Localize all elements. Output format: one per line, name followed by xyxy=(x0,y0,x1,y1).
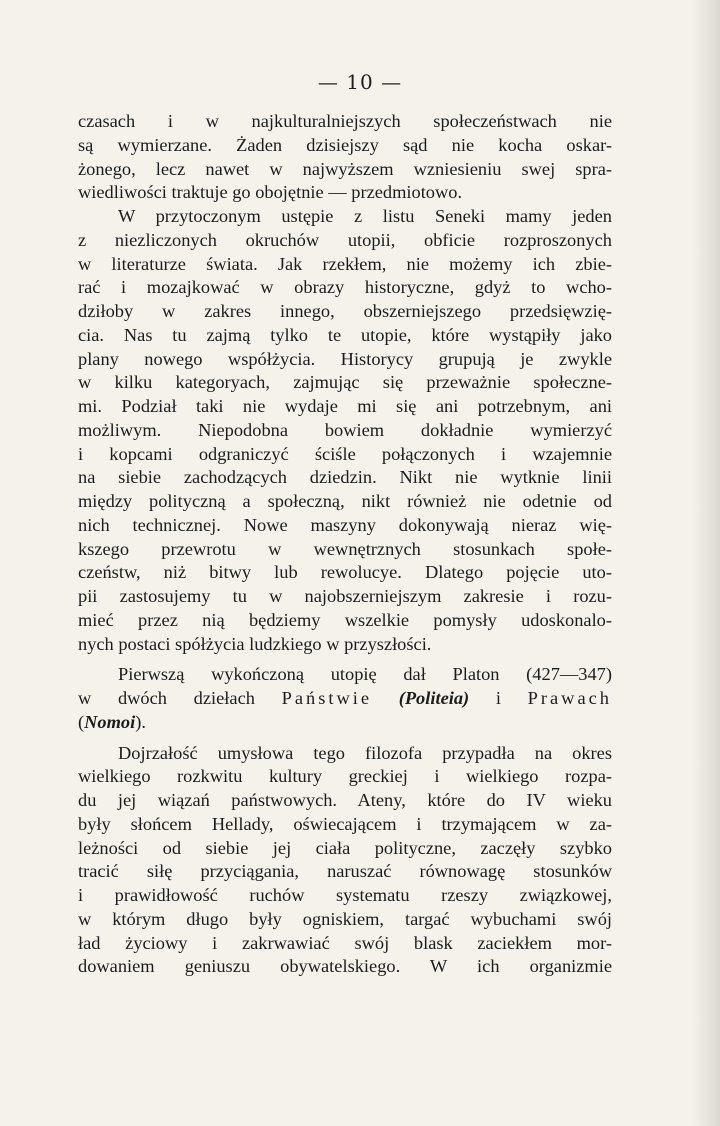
text-line: możliwym. Niepodobna bowiem dokładnie wymierzyć xyxy=(78,419,612,440)
text-line-with-titles xyxy=(78,687,612,711)
paragraph-1 xyxy=(78,110,612,205)
text-line: W przytoczonym ustępie z listu Seneki mamy jeden xyxy=(118,206,612,226)
text-line: mieć przez nią będziemy wszelkie pomysły udoskonalo- xyxy=(78,609,612,630)
body-text xyxy=(78,110,612,979)
text-fragment: ). xyxy=(135,711,146,732)
text-line: pii zastosujemy tu w najobszerniejszym zakresie i rozu- xyxy=(78,586,612,606)
text-line: i prawidłowość ruchów systematu rzeszy związkowej, xyxy=(78,885,612,905)
text-line: Dojrzałość umysłowa tego filozofa przypadła na okres xyxy=(118,742,612,763)
paragraph-2 xyxy=(78,205,612,656)
text-line: w kilku kategoryach, zajmując się przeważnie społeczne- xyxy=(78,372,612,393)
text-line: nych postaci spółżycia ludzkiego w przyszłości. xyxy=(78,633,432,654)
page-number: — 10 — xyxy=(317,70,403,94)
text-fragment: i xyxy=(469,688,528,708)
text-line: wielkiego rozkwitu kultury greckiej i wielkiego rozpa- xyxy=(78,766,612,787)
text-line: między polityczną a społeczną, nikt również nie odetnie od xyxy=(78,491,612,511)
text-line: są wymierzane. Żaden dzisiejszy sąd nie kocha oskar- xyxy=(78,134,612,155)
text-line: plany nowego współżycia. Historycy grupują je zwykle xyxy=(78,348,612,369)
text-line: czeństw, niż bitwy lub rewolucye. Dlatego pojęcie uto- xyxy=(78,562,612,583)
text-line: cia. Nas tu zajmą tylko te utopie, które wystąpiły jako xyxy=(78,324,612,345)
paragraph-gap xyxy=(78,656,612,663)
text-line-with-title xyxy=(78,711,612,735)
text-line: rać i mozajkować w obrazy historyczne, gdyż to wcho- xyxy=(78,277,612,298)
page-edge-shadow xyxy=(692,0,720,1126)
text-line: czasach i w najkulturalniejszych społeczeństwach nie xyxy=(78,111,612,131)
text-fragment: w dwóch dziełach xyxy=(78,688,282,708)
text-line: leżności od siebie jej ciała polityczne, zaczęły szybko xyxy=(78,837,612,858)
paragraph-4 xyxy=(78,742,612,980)
text-line: nich technicznej. Nowe maszyny dokonywają nieraz wię- xyxy=(78,514,612,535)
text-line: kszego przewrotu w wewnętrznych stosunkach społe- xyxy=(78,538,612,559)
text-line: dziłoby w zakres innego, obszerniejszego przedsięwzię- xyxy=(78,301,612,321)
text-line: wiedliwości traktuje go obojętnie — przedmiotowo. xyxy=(78,182,463,203)
text-line: na siebie zachodzących dziedzin. Nikt nie wytknie linii xyxy=(78,467,612,488)
text-line: z niezliczonych okruchów utopii, obficie rozproszonych xyxy=(78,229,612,250)
text-line: były słońcem Hellady, oświecającem i trzymającem w za- xyxy=(78,813,612,834)
work-title-prawa: Prawach xyxy=(527,688,612,708)
work-title-nomoi: Nomoi xyxy=(84,711,136,732)
text-line: i kopcami odgraniczyć ściśle połączonych i wzajemnie xyxy=(78,443,612,464)
text-line: du jej wiązań państwowych. Ateny, które do IV wieku xyxy=(78,790,612,810)
text-line: tracić siłę przyciągania, naruszać równowagę stosunków xyxy=(78,861,612,882)
text-fragment xyxy=(372,688,399,708)
text-line: żonego, lecz nawet w najwyższem wzniesieniu swej spra- xyxy=(78,158,612,179)
text-fragment: ( xyxy=(78,711,85,732)
text-line: w którym długo były ogniskiem, targać wybuchami swój xyxy=(78,908,612,929)
work-title-politeia: (Politeia) xyxy=(398,688,470,708)
text-line: mi. Podział taki nie wydaje mi się ani potrzebnym, ani xyxy=(78,396,612,416)
paragraph-gap xyxy=(78,735,612,742)
text-line: ład życiowy i zakrwawiać swój blask zaciekłem mor- xyxy=(78,932,612,953)
text-line: dowaniem geniuszu obywatelskiego. W ich organizmie xyxy=(78,956,612,977)
text-line: Pierwszą wykończoną utopię dał Platon (427—347) xyxy=(118,664,612,685)
text-line: w literaturze świata. Jak rzekłem, nie możemy ich zbie- xyxy=(78,253,612,274)
work-title-panstwo: Państwie xyxy=(281,688,373,708)
paragraph-3 xyxy=(78,663,612,734)
